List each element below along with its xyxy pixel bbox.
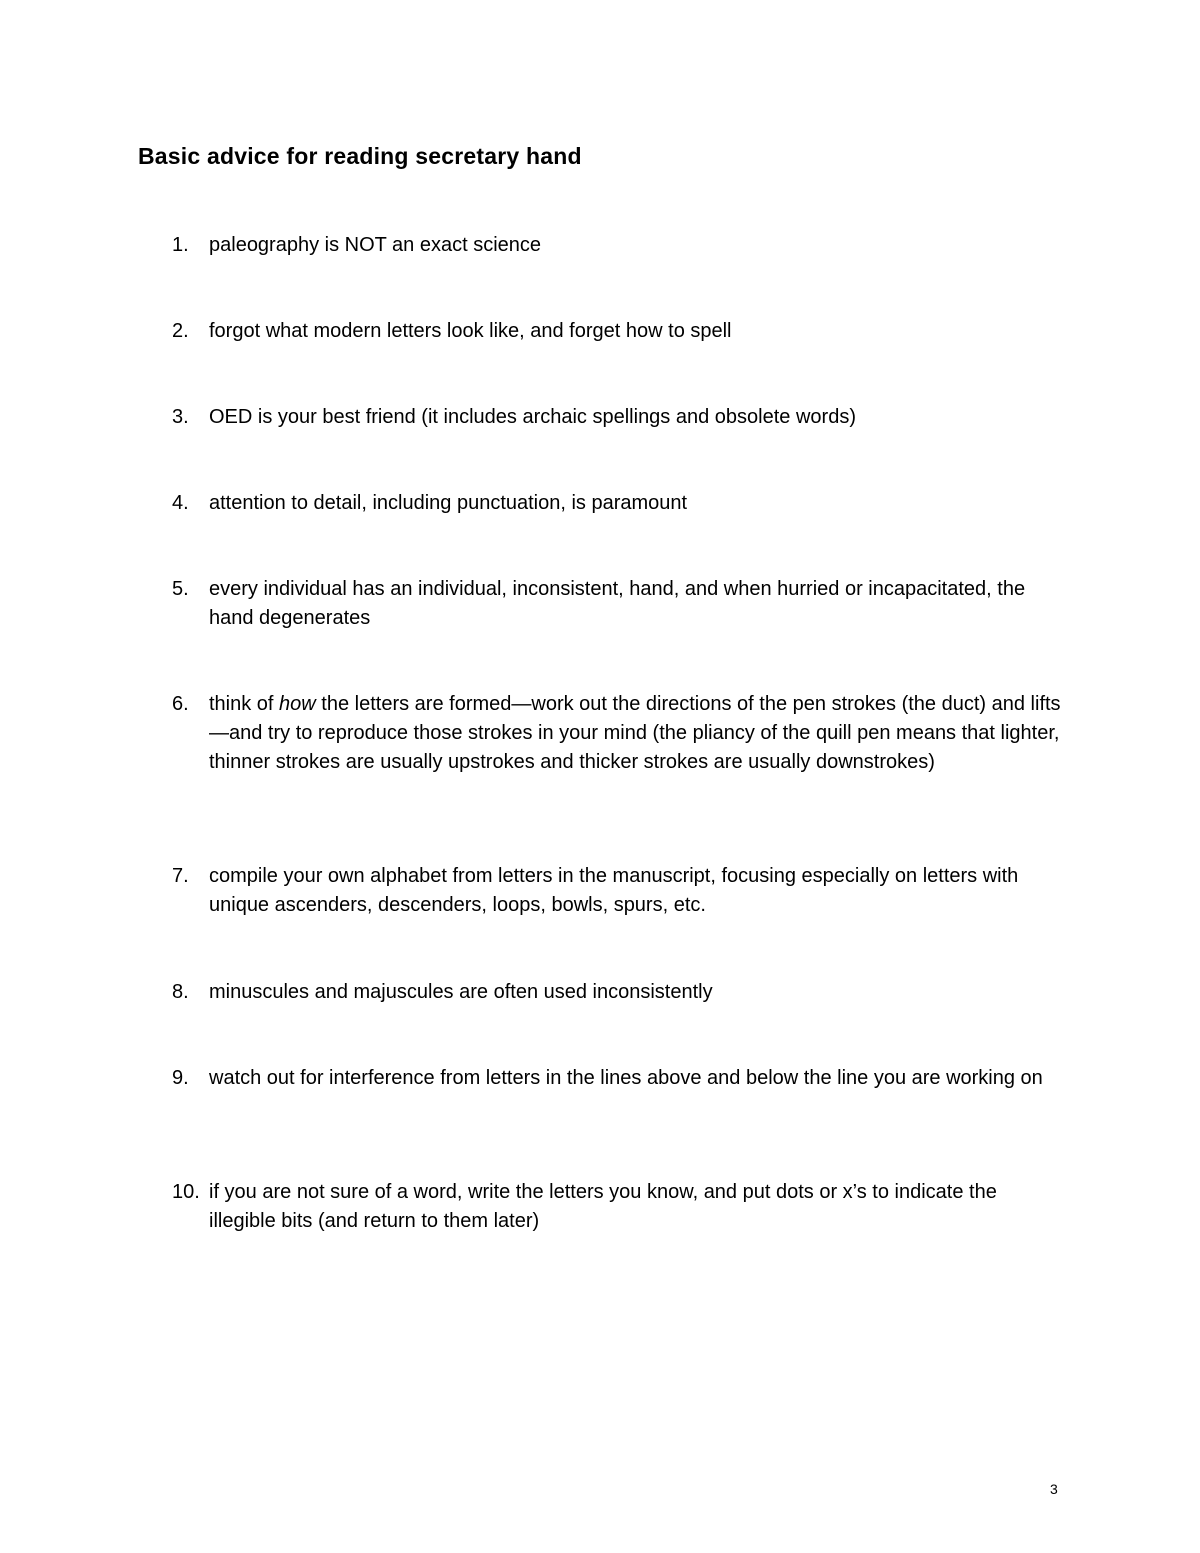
advice-item-9 — [172, 1064, 1072, 1093]
item-number: 6. — [172, 693, 189, 715]
advice-item-8 — [172, 978, 1072, 1007]
item-number: 10. — [172, 1181, 200, 1203]
item-number: 9. — [172, 1067, 189, 1089]
advice-item-5 — [172, 575, 1072, 633]
item-text — [209, 690, 1069, 777]
item-text: forgot what modern letters look like, and forget how to spell — [209, 320, 732, 342]
item-number: 1. — [172, 234, 189, 256]
advice-item-3 — [172, 403, 1072, 432]
item-text: watch out for interference from letters in the lines above and below the line you are working on — [209, 1067, 1043, 1089]
advice-item-10 — [172, 1178, 1072, 1236]
item-text: paleography is NOT an exact science — [209, 234, 542, 256]
page-title: Basic advice for reading secretary hand — [138, 143, 582, 169]
item-text: attention to detail, including punctuation, is paramount — [209, 492, 688, 514]
item-emphasis: how — [279, 693, 316, 715]
item-number: 5. — [172, 578, 189, 600]
item-text: compile your own alphabet from letters in the manuscript, focusing especially on letters with unique ascenders, descenders, loops, bowls, spurs, etc. — [209, 865, 1019, 916]
item-text-before: think of — [209, 693, 280, 715]
advice-item-4 — [172, 489, 1072, 518]
item-text: if you are not sure of a word, write the letters you know, and put dots or x’s to indicate the illegible bits (and return to them later) — [209, 1181, 997, 1232]
item-number: 7. — [172, 865, 189, 887]
item-text: OED is your best friend (it includes archaic spellings and obsolete words) — [209, 406, 856, 428]
advice-item-7 — [172, 862, 1072, 920]
item-number: 2. — [172, 320, 189, 342]
advice-item-6 — [172, 690, 1072, 777]
advice-item-2 — [172, 317, 1072, 346]
item-text: minuscules and majuscules are often used inconsistently — [209, 981, 713, 1003]
advice-item-1 — [172, 231, 1072, 260]
item-text-after: the letters are formed—work out the directions of the pen strokes (the duct) and lifts—and try to reproduce those strokes in your mind (the pliancy of the quill pen means that lighter, thinner strokes are usually upstrokes and thicker strokes are usually downstrokes) — [209, 693, 1061, 773]
item-text: every individual has an individual, inconsistent, hand, and when hurried or incapacitated, the hand degenerates — [209, 578, 1026, 629]
item-number: 3. — [172, 406, 189, 428]
item-number: 4. — [172, 492, 189, 514]
item-number: 8. — [172, 981, 189, 1003]
page-number: 3 — [1050, 1481, 1058, 1497]
